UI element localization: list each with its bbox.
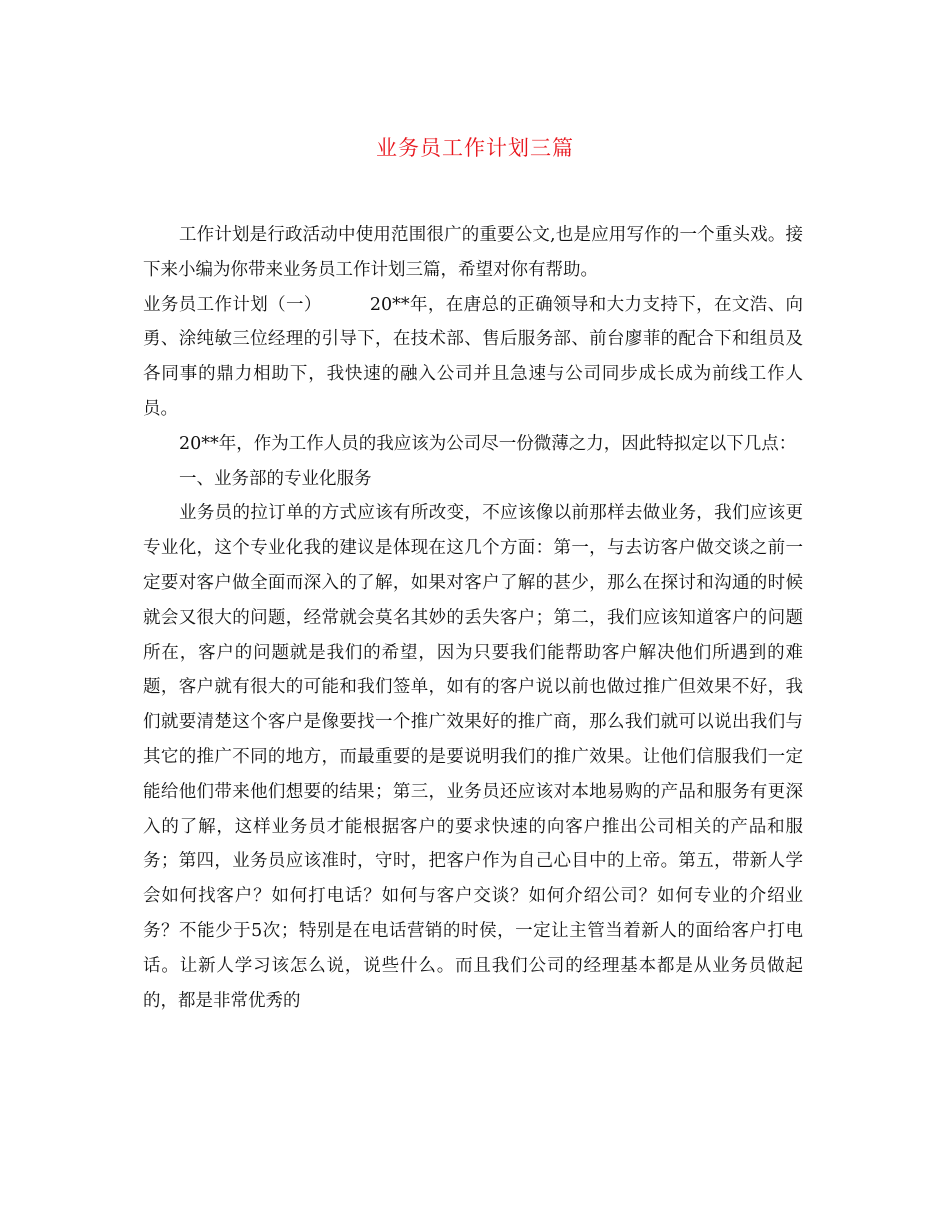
point-1-heading: 一、业务部的专业化服务	[179, 468, 372, 489]
document-body	[143, 218, 803, 1018]
section-1-paragraph	[143, 288, 803, 427]
section-1-paragraph-2: 20**年，作为工作人员的我应该为公司尽一份微薄之力，因此特拟定以下几点：	[179, 433, 797, 454]
point-1-body: 业务员的拉订单的方式应该有所改变，不应该像以前那样去做业务，我们应该更专业化，这个专业化我的建议是体现在这几个方面：第一，与去访客户做交谈之前一定要对客户做全面而深入的了解，如果对客户了解的甚少，那么在探讨和沟通的时候就会又很大的问题，经常就会莫名其妙的丢失客户；第二，我们应该知道客户的问题所在，客户的问题就是我们的希望，因为只要我们能帮助客户解决他们所遇到的难题，客户就有很大的可能和我们签单，如有的客户说以前也做过推广但效果不好，我们就要清楚这个客户是像要找一个推广效果好的推广商，那么我们就可以说出我们与其它的推广不同的地方，而最重要的是要说明我们的推广效果。让他们信服我们一定能给他们带来他们想要的结果；第三，业务员还应该对本地易购的产品和服务有更深入的了解，这样业务员才能根据客户的要求快速的向客户推出公司相关的产品和服务；第四，业务员应该准时，守时，把客户作为自己心目中的上帝。第五，带新人学会如何找客户？如何打电话？如何与客户交谈？如何介绍公司？如何专业的介绍业务？不能少于5次；特别是在电话营销的时侯，一定让主管当着新人的面给客户打电话。让新人学习该怎么说，说些什么。而且我们公司的经理基本都是从业务员做起的，都是非常优秀的	[143, 503, 803, 1011]
document-title: 业务员工作计划三篇	[376, 136, 574, 160]
section-1-paragraph-1: 20**年，在唐总的正确领导和大力支持下，在文浩、向勇、涂纯敏三位经理的引导下，在技术部、售后服务部、前台廖菲的配合下和组员及各同事的鼎力相助下，我快速的融入公司并且急速与公司同步成长成为前线工作人员。	[143, 294, 803, 419]
section-1-heading: 业务员工作计划（一）	[143, 294, 322, 315]
intro-paragraph: 工作计划是行政活动中使用范围很广的重要公文,也是应用写作的一个重头戏。接下来小编为你带来业务员工作计划三篇，希望对你有帮助。	[143, 225, 803, 280]
